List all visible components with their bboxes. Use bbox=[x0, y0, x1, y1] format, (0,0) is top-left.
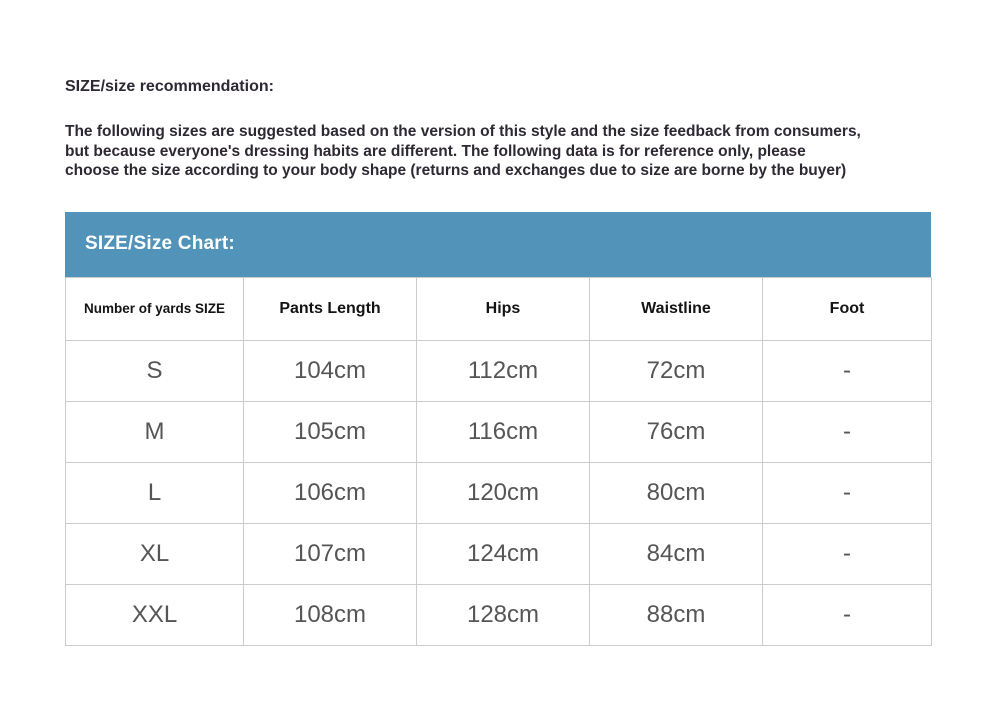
table-row-m bbox=[66, 401, 932, 462]
intro-line-1: The following sizes are suggested based on the version of this style and the size feedback from consumers, bbox=[65, 123, 861, 140]
cell-pants-length: 105cm bbox=[244, 401, 417, 462]
page-title: SIZE/size recommendation: bbox=[65, 78, 274, 95]
cell-hips: 128cm bbox=[417, 584, 590, 645]
column-header-size: Number of yards SIZE bbox=[66, 277, 244, 340]
size-table bbox=[65, 277, 932, 646]
cell-size: M bbox=[66, 401, 244, 462]
cell-pants-length: 107cm bbox=[244, 523, 417, 584]
table-row-s bbox=[66, 340, 932, 401]
column-header-hips: Hips bbox=[417, 277, 590, 340]
table-row-xl bbox=[66, 523, 932, 584]
cell-hips: 116cm bbox=[417, 401, 590, 462]
cell-hips: 124cm bbox=[417, 523, 590, 584]
table-row-l bbox=[66, 462, 932, 523]
cell-size: L bbox=[66, 462, 244, 523]
cell-pants-length: 106cm bbox=[244, 462, 417, 523]
size-chart-title: SIZE/Size Chart: bbox=[85, 233, 235, 254]
size-chart-section bbox=[65, 212, 931, 646]
cell-size: XL bbox=[66, 523, 244, 584]
cell-hips: 112cm bbox=[417, 340, 590, 401]
column-header-waistline: Waistline bbox=[590, 277, 763, 340]
cell-waistline: 72cm bbox=[590, 340, 763, 401]
cell-waistline: 76cm bbox=[590, 401, 763, 462]
intro-line-2: but because everyone's dressing habits are different. The following data is for reference only, please bbox=[65, 142, 806, 160]
cell-size: XXL bbox=[66, 584, 244, 645]
column-header-foot: Foot bbox=[763, 277, 932, 340]
size-table-header-row bbox=[66, 277, 932, 340]
cell-waistline: 80cm bbox=[590, 462, 763, 523]
cell-size: S bbox=[66, 340, 244, 401]
cell-waistline: 84cm bbox=[590, 523, 763, 584]
cell-foot: - bbox=[763, 462, 932, 523]
intro-paragraph bbox=[65, 122, 942, 181]
cell-foot: - bbox=[763, 584, 932, 645]
cell-foot: - bbox=[763, 340, 932, 401]
cell-foot: - bbox=[763, 523, 932, 584]
cell-pants-length: 104cm bbox=[244, 340, 417, 401]
column-header-pants-length: Pants Length bbox=[244, 277, 417, 340]
cell-pants-length: 108cm bbox=[244, 584, 417, 645]
cell-foot: - bbox=[763, 401, 932, 462]
cell-waistline: 88cm bbox=[590, 584, 763, 645]
cell-hips: 120cm bbox=[417, 462, 590, 523]
size-chart-header-bar bbox=[65, 212, 931, 277]
intro-line-3: choose the size according to your body shape (returns and exchanges due to size are borne by the buyer) bbox=[65, 162, 847, 179]
table-row-xxl bbox=[66, 584, 932, 645]
